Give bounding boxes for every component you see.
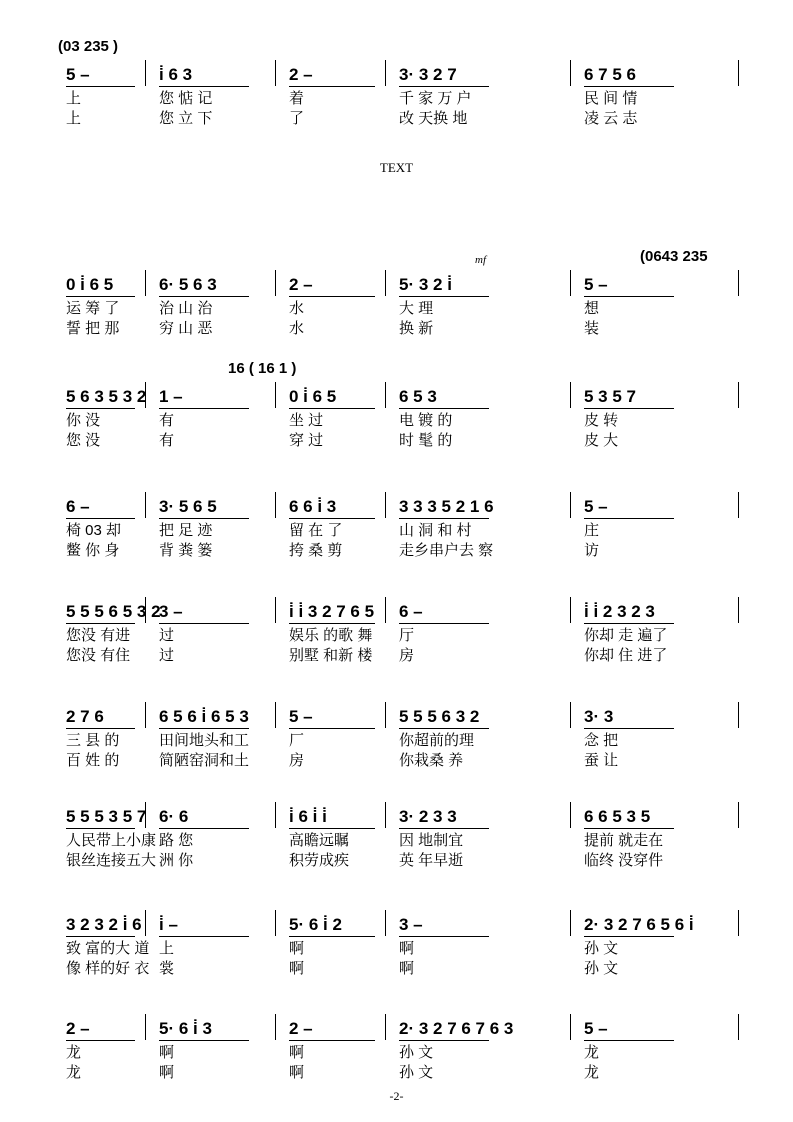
bar-line (275, 597, 276, 623)
beam-underline (289, 728, 375, 729)
lyric-verse-2: 穷 山 恶 (159, 320, 213, 337)
bar-line (738, 492, 739, 518)
page-title: TEXT (379, 160, 414, 175)
lyric-verse-2: 龙 (584, 1064, 600, 1081)
lyric-verse-2: 房 (289, 752, 305, 769)
lyric-verse-2: 简陋窑洞和土 (159, 752, 250, 769)
beam-underline (159, 936, 249, 937)
measure-notes: 1 – (159, 387, 183, 406)
bar-line (570, 492, 571, 518)
lyric-verse-2: 誓 把 那 (66, 320, 120, 337)
measure-notes: 5 6 3 5 3 2 (66, 387, 147, 406)
grace-notes: (03 235 ) (58, 38, 119, 55)
measure-notes: 6 – (399, 602, 423, 621)
lyric-verse-2: 换 新 (399, 320, 434, 337)
lyric-verse-1: 千 家 万 户 (399, 90, 472, 107)
lyric-verse-1: 山 洞 和 村 (399, 522, 472, 539)
lyric-verse-2: 像 样的好 衣 (66, 960, 150, 977)
lyric-verse-1: 大 理 (399, 300, 434, 317)
lyric-verse-2: 凌 云 志 (584, 110, 638, 127)
measure-notes: 0 i̇ 6 5 (289, 387, 337, 406)
lyric-verse-1: 啊 (289, 940, 305, 957)
lyric-verse-2: 你却 住 进了 (584, 647, 668, 664)
lyric-verse-1: 人民带上小康 (66, 832, 157, 849)
lyric-verse-1: 致 富的大 道 (66, 940, 150, 957)
beam-underline (584, 828, 674, 829)
lyric-verse-2: 龙 (66, 1064, 82, 1081)
bar-line (275, 492, 276, 518)
measure-notes: 3 2 3 2 i̇ 6 (66, 915, 142, 934)
bar-line (570, 60, 571, 86)
lyric-verse-1: 田间地头和工 (159, 732, 250, 749)
bar-line (385, 1014, 386, 1040)
beam-underline (66, 936, 135, 937)
beam-underline (159, 518, 249, 519)
lyric-verse-2: 走乡串户去 察 (399, 542, 494, 559)
beam-underline (289, 296, 375, 297)
beam-underline (159, 1040, 249, 1041)
beam-underline (399, 623, 489, 624)
grace-notes: 16 ( 16 1 ) (228, 360, 297, 377)
lyric-verse-1: 三 县 的 (66, 732, 120, 749)
lyric-verse-1: 高瞻远瞩 (289, 832, 350, 849)
measure-notes: 3· 3 (584, 707, 614, 726)
bar-line (385, 270, 386, 296)
beam-underline (66, 86, 135, 87)
beam-underline (399, 296, 489, 297)
lyric-verse-2: 鳖 你 身 (66, 542, 120, 559)
measure-notes: 5· 6 i̇ 3 (159, 1019, 212, 1038)
beam-underline (66, 408, 135, 409)
staff-system (0, 800, 793, 900)
beam-underline (289, 936, 375, 937)
measure-notes: 2 – (289, 1019, 313, 1038)
lyric-verse-1: 把 足 迹 (159, 522, 213, 539)
lyric-verse-2: 临终 没穿件 (584, 852, 664, 869)
beam-underline (66, 296, 135, 297)
measure-notes: 3 3 3 5 2 1 6 (399, 497, 494, 516)
measure-notes: 5 – (289, 707, 313, 726)
beam-underline (584, 728, 674, 729)
beam-underline (289, 518, 375, 519)
lyric-verse-1: 上 (66, 90, 82, 107)
measure-notes: 2 – (289, 275, 313, 294)
lyric-verse-1: 庄 (584, 522, 600, 539)
measure-notes: 3 – (159, 602, 183, 621)
measure-notes: 5· 3 2 i̇ (399, 275, 452, 294)
lyric-verse-2: 英 年早逝 (399, 852, 464, 869)
bar-line (145, 270, 146, 296)
beam-underline (159, 623, 249, 624)
measure-notes: 2 7 6 (66, 707, 104, 726)
measure-notes: 3 – (399, 915, 423, 934)
beam-underline (584, 408, 674, 409)
beam-underline (584, 296, 674, 297)
measure-notes: 6 6 i̇ 3 (289, 497, 337, 516)
beam-underline (66, 1040, 135, 1041)
bar-line (275, 270, 276, 296)
bar-line (385, 382, 386, 408)
lyric-verse-2: 皮 大 (584, 432, 619, 449)
beam-underline (289, 828, 375, 829)
bar-line (145, 910, 146, 936)
lyric-verse-1: 治 山 治 (159, 300, 213, 317)
beam-underline (399, 828, 489, 829)
lyric-verse-1: 啊 (289, 1044, 305, 1061)
lyric-verse-1: 娱乐 的歌 舞 (289, 627, 373, 644)
measure-notes: 6 7 5 6 (584, 65, 636, 84)
lyric-verse-2: 过 (159, 647, 175, 664)
beam-underline (399, 86, 489, 87)
beam-underline (399, 936, 489, 937)
measure-notes: i̇ – (159, 915, 178, 934)
bar-line (570, 270, 571, 296)
lyric-verse-2: 孙 文 (399, 1064, 434, 1081)
measure-notes: 2 – (66, 1019, 90, 1038)
lyric-verse-1: 着 (289, 90, 305, 107)
lyric-verse-1: 孙 文 (584, 940, 619, 957)
lyric-verse-1: 因 地制宜 (399, 832, 464, 849)
measure-notes: 6· 6 (159, 807, 189, 826)
lyric-verse-1: 椅 03 却 (66, 522, 122, 539)
measure-notes: 3· 3 2 7 (399, 65, 457, 84)
measure-notes: 5 5 5 6 3 2 (399, 707, 480, 726)
measure-notes: i̇ 6 i̇ i̇ (289, 807, 327, 826)
lyric-verse-1: 留 在 了 (289, 522, 343, 539)
bar-line (570, 597, 571, 623)
lyric-verse-2: 水 (289, 320, 305, 337)
bar-line (570, 702, 571, 728)
beam-underline (399, 518, 489, 519)
dynamic-marking: mf (475, 254, 486, 266)
bar-line (738, 802, 739, 828)
lyric-verse-1: 路 您 (159, 832, 194, 849)
bar-line (275, 702, 276, 728)
measure-notes: 5 5 5 3 5 7 (66, 807, 147, 826)
measure-notes: 6 5 3 (399, 387, 437, 406)
bar-line (145, 1014, 146, 1040)
beam-underline (159, 728, 249, 729)
beam-underline (66, 518, 135, 519)
lyric-verse-1: 有 (159, 412, 175, 429)
lyric-verse-1: 厅 (399, 627, 415, 644)
measure-notes: 2· 3 2 7 6 7 6 3 (399, 1019, 514, 1038)
measure-notes: i̇ 6 3 (159, 65, 193, 84)
bar-line (738, 270, 739, 296)
beam-underline (159, 296, 249, 297)
bar-line (738, 1014, 739, 1040)
bar-line (275, 910, 276, 936)
bar-line (385, 597, 386, 623)
measure-notes: 5· 6 i̇ 2 (289, 915, 342, 934)
lyric-verse-1: 念 把 (584, 732, 619, 749)
lyric-verse-1: 孙 文 (399, 1044, 434, 1061)
beam-underline (159, 828, 249, 829)
lyric-verse-2: 房 (399, 647, 415, 664)
lyric-verse-1: 想 (584, 300, 600, 317)
lyric-verse-2: 孙 文 (584, 960, 619, 977)
lyric-verse-1: 你 没 (66, 412, 101, 429)
beam-underline (584, 623, 674, 624)
lyric-verse-2: 您 没 (66, 432, 101, 449)
lyric-verse-2: 蚕 让 (584, 752, 619, 769)
lyric-verse-1: 啊 (399, 940, 415, 957)
measure-notes: 6 6 5 3 5 (584, 807, 651, 826)
lyric-verse-1: 你却 走 遍了 (584, 627, 668, 644)
lyric-verse-2: 时 髦 的 (399, 432, 453, 449)
bar-line (570, 910, 571, 936)
lyric-verse-2: 上 (66, 110, 82, 127)
beam-underline (159, 408, 249, 409)
lyric-verse-1: 龙 (66, 1044, 82, 1061)
beam-underline (159, 86, 249, 87)
bar-line (385, 702, 386, 728)
lyric-verse-2: 积劳成疾 (289, 852, 350, 869)
staff-system (0, 38, 793, 158)
bar-line (385, 492, 386, 518)
measure-notes: i̇ i̇ 3 2 7 6 5 (289, 602, 375, 621)
beam-underline (584, 86, 674, 87)
bar-line (738, 382, 739, 408)
lyric-verse-2: 啊 (289, 960, 305, 977)
bar-line (738, 702, 739, 728)
lyric-verse-2: 访 (584, 542, 600, 559)
lyric-verse-2: 有 (159, 432, 175, 449)
staff-system (0, 360, 793, 480)
measure-notes: 5 5 5 6 5 3 2 (66, 602, 161, 621)
bar-line (570, 1014, 571, 1040)
beam-underline (66, 623, 135, 624)
beam-underline (584, 1040, 674, 1041)
lyric-verse-1: 您 惦 记 (159, 90, 213, 107)
beam-underline (289, 1040, 375, 1041)
lyric-verse-2: 啊 (159, 1064, 175, 1081)
staff-system (0, 248, 793, 368)
staff-system (0, 490, 793, 590)
beam-underline (399, 408, 489, 409)
lyric-verse-2: 你栽桑 养 (399, 752, 464, 769)
bar-line (145, 60, 146, 86)
bar-line (275, 1014, 276, 1040)
measure-notes: 5 – (66, 65, 90, 84)
lyric-verse-2: 挎 桑 剪 (289, 542, 343, 559)
lyric-verse-2: 您没 有住 (66, 647, 131, 664)
page-number: -2- (389, 1089, 404, 1103)
bar-line (275, 802, 276, 828)
lyric-verse-1: 你超前的理 (399, 732, 475, 749)
bar-line (738, 910, 739, 936)
lyric-verse-2: 洲 你 (159, 852, 194, 869)
staff-system (0, 908, 793, 1008)
measure-notes: 5 – (584, 275, 608, 294)
bar-line (385, 802, 386, 828)
lyric-verse-1: 民 间 情 (584, 90, 638, 107)
bar-line (145, 702, 146, 728)
staff-system (0, 700, 793, 800)
lyric-verse-2: 啊 (289, 1064, 305, 1081)
lyric-verse-1: 上 (159, 940, 175, 957)
beam-underline (584, 518, 674, 519)
lyric-verse-1: 龙 (584, 1044, 600, 1061)
bar-line (570, 802, 571, 828)
lyric-verse-2: 银丝连接五大 (66, 852, 157, 869)
measure-notes: 5 – (584, 497, 608, 516)
beam-underline (399, 1040, 489, 1041)
bar-line (275, 382, 276, 408)
measure-notes: 3· 5 6 5 (159, 497, 217, 516)
lyric-verse-1: 水 (289, 300, 305, 317)
beam-underline (66, 728, 135, 729)
beam-underline (289, 86, 375, 87)
lyric-verse-2: 背 粪 篓 (159, 542, 213, 559)
lyric-verse-2: 改 天换 地 (399, 110, 468, 127)
lyric-verse-2: 别墅 和新 楼 (289, 647, 373, 664)
lyric-verse-1: 厂 (289, 732, 305, 749)
measure-notes: i̇ i̇ 2 3 2 3 (584, 602, 655, 621)
lyric-verse-2: 穿 过 (289, 432, 324, 449)
bar-line (570, 382, 571, 408)
measure-notes: 3· 2 3 3 (399, 807, 457, 826)
bar-line (738, 597, 739, 623)
lyric-verse-2: 百 姓 的 (66, 752, 120, 769)
bar-line (738, 60, 739, 86)
measure-notes: 5 3 5 7 (584, 387, 636, 406)
lyric-verse-2: 装 (584, 320, 600, 337)
lyric-verse-2: 裳 (159, 960, 175, 977)
lyric-verse-2: 啊 (399, 960, 415, 977)
beam-underline (289, 408, 375, 409)
measure-notes: 2· 3 2 7 6 5 6 i̇ (584, 915, 694, 934)
bar-line (385, 910, 386, 936)
measure-notes: 6 – (66, 497, 90, 516)
lyric-verse-1: 电 镀 的 (399, 412, 453, 429)
measure-notes: 6· 5 6 3 (159, 275, 217, 294)
measure-notes: 6 5 6 i̇ 6 5 3 (159, 707, 249, 726)
beam-underline (66, 828, 135, 829)
measure-notes: 5 – (584, 1019, 608, 1038)
lyric-verse-1: 过 (159, 627, 175, 644)
bar-line (145, 492, 146, 518)
bar-line (385, 60, 386, 86)
lyric-verse-1: 坐 过 (289, 412, 324, 429)
lyric-verse-1: 运 筹 了 (66, 300, 120, 317)
beam-underline (584, 936, 674, 937)
bar-line (275, 60, 276, 86)
lyric-verse-1: 您没 有进 (66, 627, 131, 644)
measure-notes: 2 – (289, 65, 313, 84)
lyric-verse-2: 您 立 下 (159, 110, 213, 127)
lyric-verse-1: 啊 (159, 1044, 175, 1061)
lyric-verse-1: 皮 转 (584, 412, 619, 429)
lyric-verse-1: 提前 就走在 (584, 832, 664, 849)
staff-system (0, 595, 793, 695)
beam-underline (399, 728, 489, 729)
grace-notes: (0643 235 (640, 248, 708, 265)
measure-notes: 0 i̇ 6 5 (66, 275, 114, 294)
lyric-verse-2: 了 (289, 110, 305, 127)
beam-underline (289, 623, 375, 624)
